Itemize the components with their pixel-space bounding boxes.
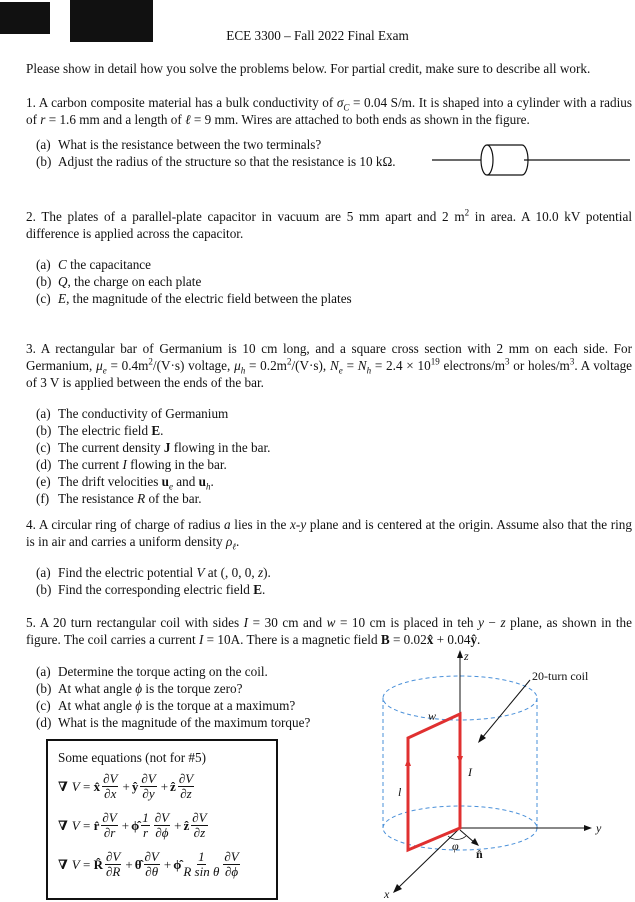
problem-4-part-b: (b) Find the corresponding electric field E. (36, 582, 266, 597)
z-axis-label: z (464, 649, 469, 663)
coil-loop (408, 714, 460, 850)
problem-3-text: 3. A rectangular bar of Germanium is 10 cm long, and a square cross section with 2 mm on each side. For Germanium, $\mu_e = 0.4m^2/(V\cdot s)$ voltage, $\mu_h = 0.2m^2/(V\cdot s)$, $N_e = N_h = 2.4 \times 10^{19}$ electrons/$m^3$ or holes/$m^3$. A voltage of 3 V is applied between the ends of the bar. (26, 341, 633, 390)
problem-2-text: 2. The plates of a parallel-plate capacitor in vacuum are 5 mm apart and 2 $m^2$ in area. A 10.0 kV potential difference is applied across the capacitor. (26, 207, 632, 241)
problem-3-part-d: (d) The current I flowing in the bar. (36, 457, 227, 472)
phi-label: φ (452, 839, 459, 853)
problem-1-part-b: (b) Adjust the radius of the structure so that the resistance is 10 kΩ. (36, 154, 396, 169)
gradient-cylindrical: ∇ V = r̂ $\frac{\partial V}{\partial r}$ + ϕ̂ $\frac{1}{r}$ $\frac{\partial V}{\partial\phi}$ + ẑ $\frac{\partial V}{\partial z}$ (58, 810, 207, 840)
problem-1-text: 1. A carbon composite material has a bulk conductivity of $\sigma_C = 0.04$ S/m. It is shaped into a cylinder with a radius of r = 1.6 mm and a length of ℓ = 9 mm. Wires are attached to both ends as shown in the figure. (26, 95, 632, 127)
problem-5-part-b: (b) At what angle ϕ is the torque zero? (36, 681, 243, 696)
problem-2-part-b: (b) Q, the charge on each plate (36, 274, 202, 289)
problem-3-part-c: (c) The current density J flowing in the bar. (36, 440, 271, 455)
gradient-cartesian: ∇ V = x̂ $\frac{\partial V}{\partial x}$ + ŷ $\frac{\partial V}{\partial y}$ + ẑ $\frac{\partial V}{\partial z}$ (58, 771, 194, 801)
problem-5-text: 5. A 20 turn rectangular coil with sides I = 30 cm and w = 10 cm is placed in teh y − z plane, as shown in the figure. The coil carries a current I = 10A. There is a magnetic field B = 0.02x̂ + 0.04ŷ. (26, 615, 632, 647)
problem-5-part-a: (a) Determine the torque acting on the coil. (36, 664, 268, 679)
problem-4-part-a: (a) Find the electric potential V at (, 0, 0, z). (36, 565, 271, 580)
resistor-figure (432, 140, 632, 180)
equations-box (46, 739, 278, 900)
coil-figure (360, 648, 635, 900)
problem-5-parts (26, 663, 366, 731)
problem-5-part-d: (d) What is the magnitude of the maximum torque? (36, 715, 311, 730)
problem-2-part-a: (a) C the capacitance (36, 257, 151, 272)
problem-5-part-c: (c) At what angle ϕ is the torque at a maximum? (36, 698, 296, 713)
problem-2 (26, 208, 632, 307)
x-axis-label: x (384, 887, 390, 900)
problem-1-part-a: (a) What is the resistance between the two terminals? (36, 137, 322, 152)
problem-3-part-b: (b) The electric field E. (36, 423, 164, 438)
l-label: l (398, 785, 402, 799)
problem-3 (26, 340, 632, 507)
n-hat-label: n̂ (476, 847, 483, 861)
problem-3-part-a: (a) The conductivity of Germanium (36, 406, 229, 421)
problem-4-text: 4. A circular ring of charge of radius a lies in the x-y plane and is centered at the origin. Assume also that the ring is in air and carries a uniform density $\rho_\ell$. (26, 517, 632, 552)
equations-caption: Some equations (not for #5) (58, 750, 206, 765)
coil-label: 20-turn coil (532, 669, 589, 683)
i-label: I (468, 765, 472, 779)
problem-4 (26, 516, 632, 598)
problem-3-part-f: (f) The resistance R of the bar. (36, 491, 202, 506)
w-label: w (428, 709, 437, 723)
instructions: Please show in detail how you solve the problems below. For partial credit, make sure to describe all work. (26, 61, 591, 76)
y-axis-label: y (596, 821, 602, 835)
gradient-spherical: ∇ V = R̂ $\frac{\partial V}{\partial R}$ + θ̂ $\frac{\partial V}{\partial\theta}$ + ϕ̂ $\frac{1}{\text{R sin θ}}$ $\frac{\partial V}{\partial\phi}$ (58, 849, 239, 879)
page-title: ECE 3300 – Fall 2022 Final Exam (226, 28, 409, 43)
problem-3-part-e: (e) The drift velocities $u_e$ and $u_h$. (36, 474, 214, 492)
problem-2-part-c: (c) E, the magnitude of the electric field between the plates (36, 291, 352, 306)
problem-5 (26, 614, 632, 648)
